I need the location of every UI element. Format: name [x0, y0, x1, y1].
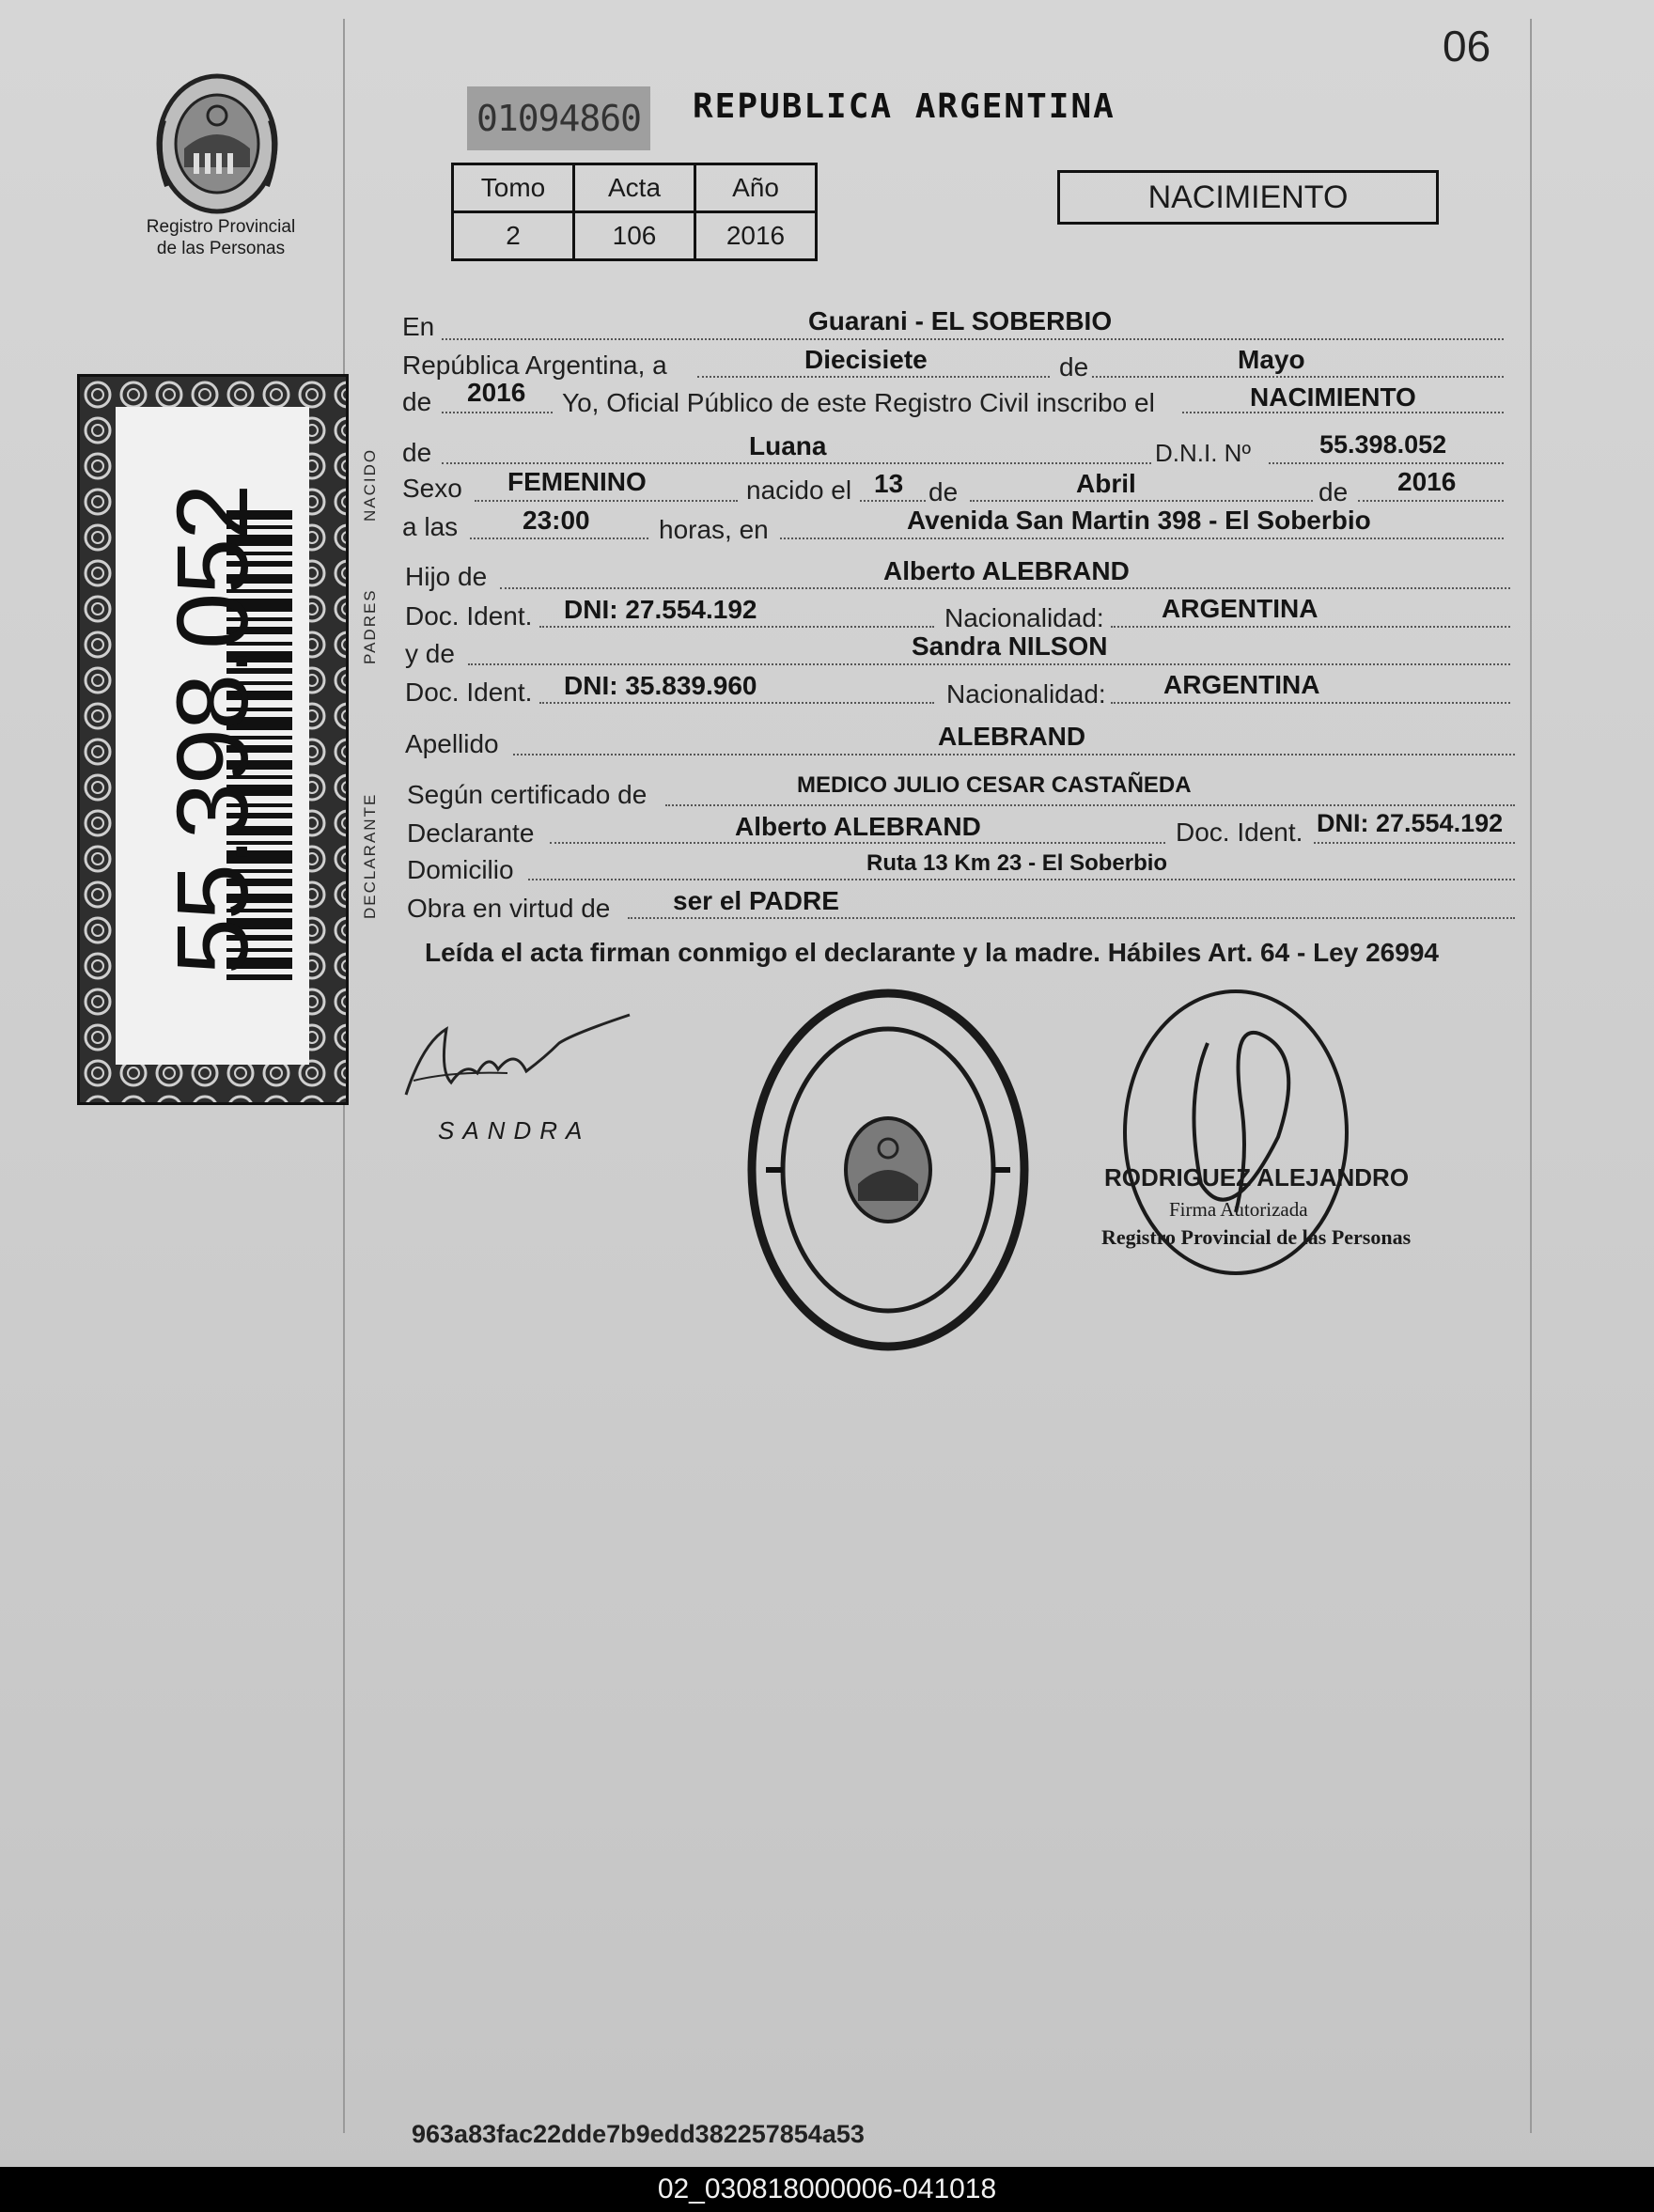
label-declarant-doc: Doc. Ident. — [1176, 818, 1303, 847]
mother-signature-caption: SANDRA — [438, 1116, 591, 1145]
label-nacido-el: nacido el — [746, 475, 852, 505]
dotted-line — [442, 412, 553, 413]
register-name-line2: de las Personas — [156, 239, 286, 258]
serial-number: 01094860 — [467, 86, 650, 150]
dotted-line — [1111, 702, 1510, 704]
section-label-nacido: NACIDO — [361, 447, 379, 522]
country-title: REPUBLICA ARGENTINA — [693, 87, 1116, 126]
closing-text: Leída el acta firman conmigo el declarante y la madre. Hábiles Art. 64 - Ley 26994 — [425, 938, 1439, 967]
section-label-declarante: DECLARANTE — [361, 792, 379, 919]
dotted-line — [442, 462, 1151, 464]
dotted-line — [780, 537, 1504, 539]
table-header: Acta — [574, 164, 695, 212]
field-address: Ruta 13 Km 23 - El Soberbio — [866, 850, 1168, 876]
field-place: Guarani - EL SOBERBIO — [808, 306, 1113, 335]
field-mother-doc: DNI: 35.839.960 — [564, 671, 757, 700]
dotted-line — [539, 702, 934, 704]
dotted-line — [528, 879, 1515, 880]
label-segun: Según certificado de — [407, 780, 648, 809]
label-yo: Yo, Oficial Público de este Registro Civil inscribo el — [562, 388, 1155, 417]
dotted-line — [1358, 500, 1504, 502]
label-doc-ident: Doc. Ident. — [405, 678, 533, 707]
table-cell: 106 — [574, 212, 695, 260]
field-father-nationality: ARGENTINA — [1162, 594, 1319, 623]
dotted-line — [550, 842, 1165, 844]
dotted-line — [468, 663, 1510, 665]
dni-barcode-panel — [77, 374, 349, 1105]
dotted-line — [1269, 462, 1504, 464]
dni-vertical-number: 55.398.052 — [155, 485, 269, 975]
label-obra: Obra en virtud de — [407, 894, 611, 923]
label-de: de — [402, 387, 432, 416]
field-day-text: Diecisiete — [804, 345, 928, 374]
tomo-acta-table — [451, 163, 818, 261]
dotted-line — [539, 626, 934, 628]
field-name: Luana — [749, 431, 827, 460]
field-birth-year: 2016 — [1397, 467, 1457, 496]
field-inscribo: NACIMIENTO — [1250, 382, 1416, 412]
table-header: Año — [695, 164, 817, 212]
dotted-line — [665, 804, 1515, 806]
field-birth-place: Avenida San Martin 398 - El Soberbio — [907, 506, 1371, 535]
right-margin-line — [1530, 19, 1532, 2133]
document-hash: 963a83fac22dde7b9edd382257854a53 — [412, 2120, 865, 2148]
field-dni: 55.398.052 — [1319, 430, 1447, 459]
field-year: 2016 — [467, 378, 526, 407]
dotted-line — [1111, 626, 1510, 628]
field-declarant: Alberto ALEBRAND — [735, 812, 981, 841]
label-nacionalidad: Nacionalidad: — [946, 679, 1106, 709]
field-month: Mayo — [1238, 345, 1305, 374]
label-de: de — [1319, 477, 1349, 506]
table-cell: 2016 — [695, 212, 817, 260]
dotted-line — [628, 917, 1515, 919]
label-a-las: a las — [402, 512, 459, 541]
label-apellido: Apellido — [405, 729, 499, 758]
field-mother: Sandra NILSON — [912, 631, 1108, 661]
dotted-line — [470, 537, 648, 539]
dotted-line — [1314, 842, 1515, 844]
barcode-inner — [116, 407, 309, 1065]
act-type-box: NACIMIENTO — [1057, 170, 1439, 225]
register-name — [122, 216, 320, 259]
section-label-padres: PADRES — [361, 588, 379, 664]
register-name-line1: Registro Provincial — [146, 217, 296, 237]
dotted-line — [513, 754, 1515, 756]
label-horas-en: horas, en — [659, 515, 769, 544]
label-republica: República Argentina, a — [402, 350, 667, 380]
officer-role: Firma Autorizada — [1169, 1198, 1308, 1221]
label-de: de — [1059, 352, 1089, 382]
officer-organization: Registro Provincial de las Personas — [1101, 1225, 1412, 1249]
label-de: de — [402, 438, 432, 467]
dotted-line — [860, 500, 926, 502]
field-birth-day: 13 — [874, 469, 904, 498]
page-number: 06 — [1443, 22, 1491, 70]
field-father-doc: DNI: 27.554.192 — [564, 595, 757, 624]
dotted-line — [442, 338, 1504, 340]
label-sexo: Sexo — [402, 474, 462, 503]
label-hijo-de: Hijo de — [405, 562, 488, 591]
mother-signature-icon — [395, 1005, 639, 1109]
official-stamp-icon — [747, 987, 1029, 1353]
label-y-de: y de — [405, 639, 455, 668]
field-sexo: FEMENINO — [507, 467, 647, 496]
field-father: Alberto ALEBRAND — [883, 556, 1130, 585]
label-nacionalidad: Nacionalidad: — [944, 603, 1104, 632]
label-en: En — [402, 312, 435, 341]
dotted-line — [500, 587, 1510, 589]
dotted-line — [475, 500, 738, 502]
field-birth-month: Abril — [1076, 469, 1136, 498]
dotted-line — [1092, 376, 1504, 378]
label-dni: D.N.I. Nº — [1155, 439, 1251, 467]
label-declarante: Declarante — [407, 818, 535, 848]
dotted-line — [970, 500, 1313, 502]
label-domicilio: Domicilio — [407, 855, 514, 884]
field-surname: ALEBRAND — [938, 722, 1086, 751]
field-obra: ser el PADRE — [673, 886, 839, 915]
field-mother-nationality: ARGENTINA — [1163, 670, 1320, 699]
field-certificate: MEDICO JULIO CESAR CASTAÑEDA — [797, 772, 1192, 798]
label-de: de — [928, 477, 959, 506]
field-declarant-doc: DNI: 27.554.192 — [1317, 809, 1504, 837]
footer-filename: 02_030818000006-041018 — [657, 2173, 997, 2204]
label-doc-ident: Doc. Ident. — [405, 601, 533, 631]
province-seal-icon — [147, 64, 288, 224]
dotted-line — [697, 376, 1050, 378]
field-time: 23:00 — [523, 506, 590, 535]
table-cell: 2 — [453, 212, 574, 260]
table-header: Tomo — [453, 164, 574, 212]
officer-name: RODRIGUEZ ALEJANDRO — [1104, 1163, 1410, 1192]
